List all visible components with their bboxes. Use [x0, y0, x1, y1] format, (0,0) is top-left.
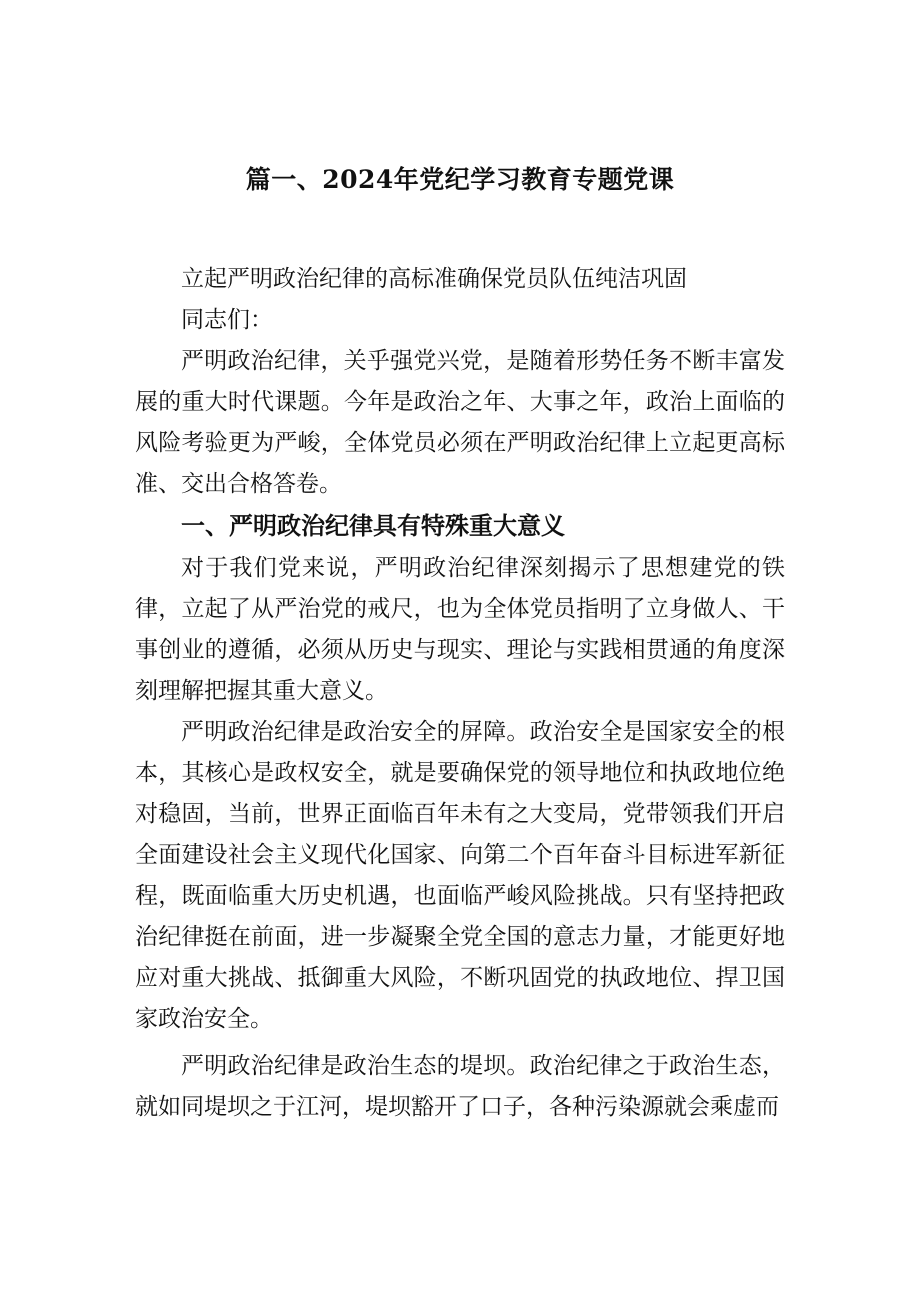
salutation: 同志们：: [181, 307, 273, 333]
body-paragraph: 严明政治纪律是政治安全的屏障。政治安全是国家安全的根本，其核心是政权安全，就是要确保党的领导地位和执政地位绝对稳固，当前，世界正面临百年未有之大变局，党带领我们开启全面建设社会主义现代化国家、向第二个百年奋斗目标进军新征程，既面临重大历史机遇，也面临严峻风险挑战。只有坚持把政治纪律挺在前面，进一步凝聚全党全国的意志力量，才能更好地应对重大挑战、抵御重大风险，不断巩固党的执政地位、捍卫国家政治安全。: [135, 719, 785, 1032]
section-heading: 一、严明政治纪律具有特殊重大意义: [181, 512, 565, 540]
body-paragraph: 严明政治纪律是政治生态的堤坝。政治纪律之于政治生态，就如同堤坝之于江河，堤坝豁开了口子，各种污染源就会乘虚而: [135, 1053, 785, 1120]
document-body: [135, 259, 785, 1128]
document-subtitle: 立起严明政治纪律的高标准确保党员队伍纯洁巩固: [181, 266, 687, 292]
document-title: 篇一、2024年党纪学习教育专题党课: [245, 165, 675, 194]
intro-paragraph: 严明政治纪律，关乎强党兴党，是随着形势任务不断丰富发展的重大时代课题。今年是政治之年、大事之年，政治上面临的风险考验更为严峻，全体党员必须在严明政治纪律上立起更高标准、交出合格答卷。: [135, 348, 785, 497]
body-paragraph: 对于我们党来说，严明政治纪律深刻揭示了思想建党的铁律，立起了从严治党的戒尺，也为全体党员指明了立身做人、干事创业的遵循，必须从历史与现实、理论与实践相贯通的角度深刻理解把握其重大意义。: [135, 555, 785, 704]
